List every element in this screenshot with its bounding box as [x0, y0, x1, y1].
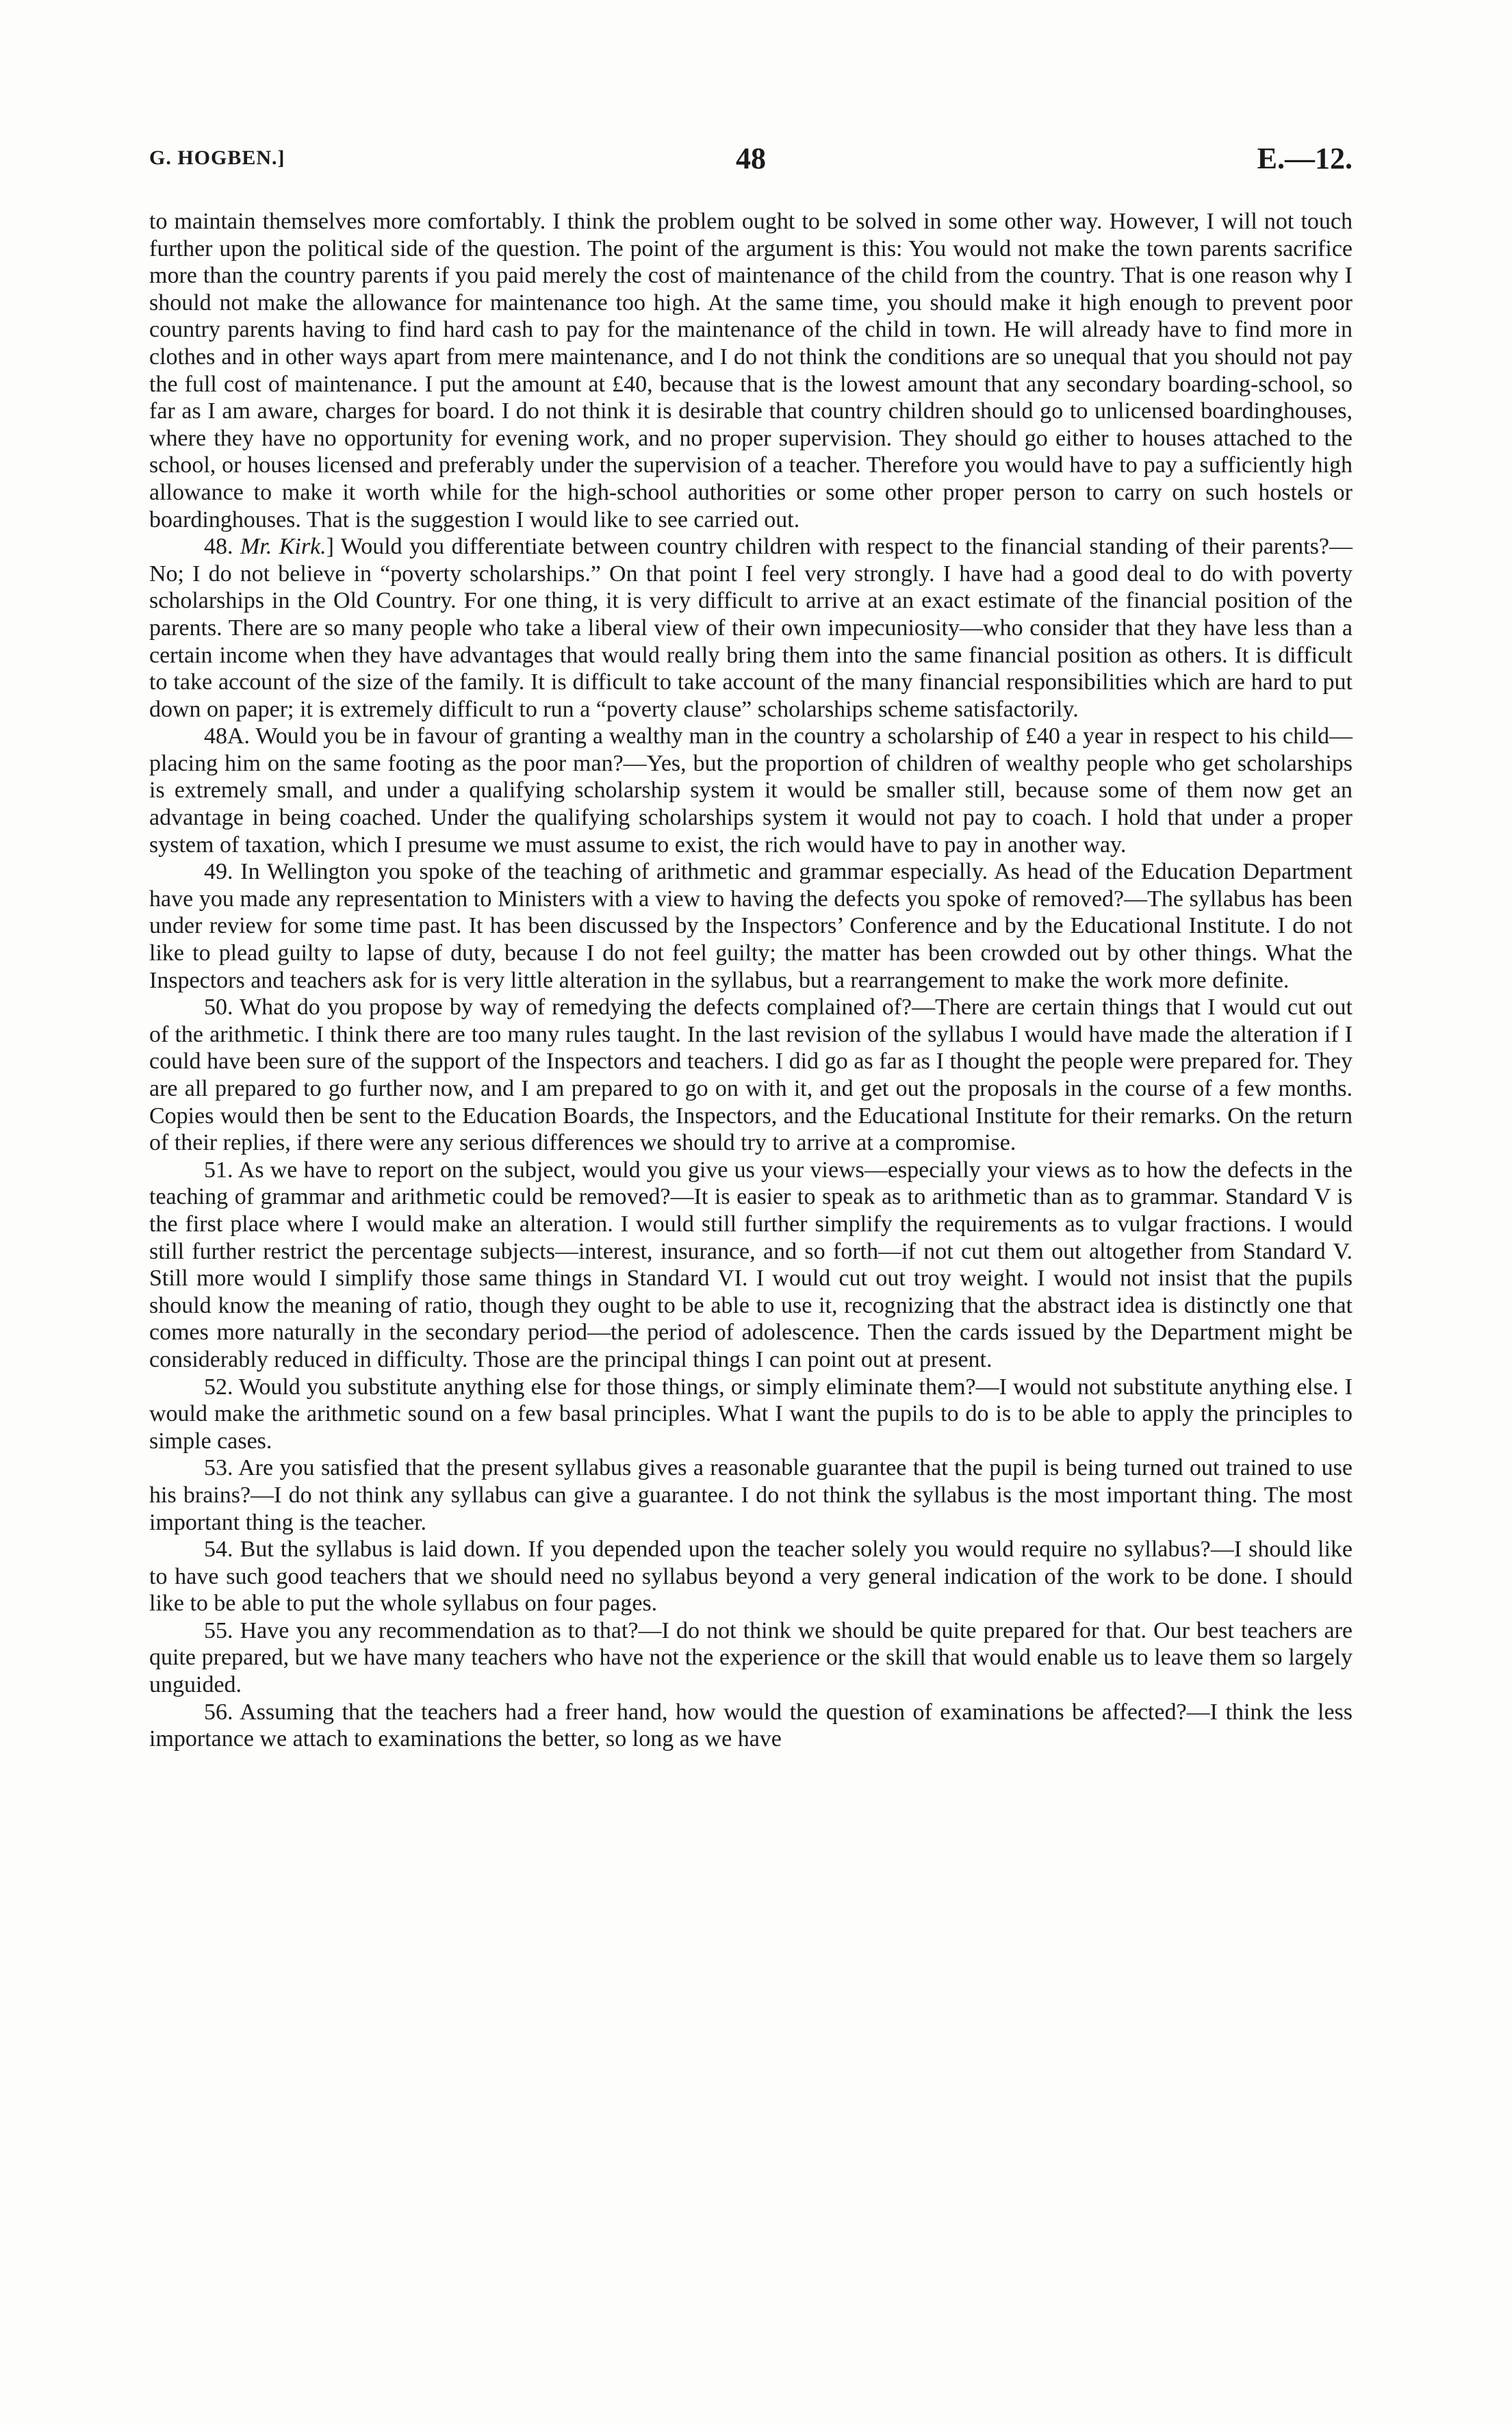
question-54: 54. But the syllabus is laid down. If you depended upon the teacher solely you would require no syllabus?—I should like to have such good teachers that we should need no syllabus beyond a very general indication of the work to be done. I should like to be able to put the whole syllabus on four pages.: [149, 1537, 1353, 1617]
question-51: 51. As we have to report on the subject, would you give us your views—especially your views as to how the defects in the teaching of grammar and arithmetic could be removed?—It is easier to speak as to arithmetic than as to grammar. Standard V is the first place where I would make an alteration. I would still further simplify the requirements as to vulgar fractions. I would still further restrict the percentage subjects—interest, insurance, and so forth—if not cut them out altogether from Standard V. Still more would I simplify those same things in Standard VI. I would cut out troy weight. I would not insist that the pupils should know the meaning of ratio, though they ought to be able to use it, recognizing that the abstract idea is distinctly one that comes more naturally in the secondary period—the period of adolescence. Then the cards issued by the Department might be considerably reduced in difficulty. Those are the principal things I can point out at present.: [149, 1157, 1353, 1372]
header-author: G. HOGBEN.]: [149, 146, 285, 169]
page-number: 48: [736, 142, 766, 175]
question-49: 49. In Wellington you spoke of the teaching of arithmetic and grammar especially. As head of the Education Department have you made any representation to Ministers with a view to having the defects you spoke of removed?—The syllabus has been under review for some time past. It has been discussed by the Inspectors’ Conference and by the Educational Institute. I do not like to plead guilty to lapse of duty, because I do not feel guilty; the matter has been crowded out by other things. What the Inspectors and teachers ask for is very little alteration in the syllabus, but a rearrangement to make the work more definite.: [149, 859, 1353, 993]
question-56: 56. Assuming that the teachers had a freer hand, how would the question of examinations be affected?—I think the less importance we attach to examinations the better, so long as we have: [149, 1699, 1353, 1752]
question-text: ] Would you differentiate between country children with respect to the financial standing of their parents?—No; I do not believe in “poverty scholarships.” On that point I feel very strongly. I have had a good deal to do with poverty scholarships in the Old Country. For one thing, it is very difficult to arrive at an exact estimate of the financial position of the parents. There are so many people who take a liberal view of their own impecuniosity—who consider that they have less than a certain income when they have advantages that would really bring them into the same financial position as others. It is difficult to take account of the size of the family. It is difficult to take account of the many financial responsibilities which are hard to put down on paper; it is extremely difficult to run a “poverty clause” scholarships scheme satisfactorily.: [149, 534, 1353, 722]
question-48: [149, 533, 1353, 723]
paragraph-continuation: to maintain themselves more comfortably. I think the problem ought to be solved in some other way. However, I will not touch further upon the political side of the question. The point of the argument is this: You would not make the town parents sacrifice more than the country parents if you paid merely the cost of maintenance of the child from the country. That is one reason why I should not make the allowance for maintenance too high. At the same time, you should make it high enough to prevent poor country parents having to find hard cash to pay for the maintenance of the child in town. He will already have to find more in clothes and in other ways apart from mere maintenance, and I do not think the conditions are so unequal that you should not pay the full cost of maintenance. I put the amount at £40, because that is the lowest amount that any secondary boarding-school, so far as I am aware, charges for board. I do not think it is desirable that country children should go to unlicensed boardinghouses, where they have no opportunity for evening work, and no proper supervision. They should go either to houses attached to the school, or houses licensed and preferably under the supervision of a teacher. Therefore you would have to pay a sufficiently high allowance to make it worth while for the high-school authorities or some other proper person to carry on such hostels or boardinghouses. That is the suggestion I would like to see carried out.: [149, 209, 1353, 533]
question-50: 50. What do you propose by way of remedying the defects complained of?—There are certain things that I would cut out of the arithmetic. I think there are too many rules taught. In the last revision of the syllabus I would have made the alteration if I could have been sure of the support of the Inspectors and teachers. I did go as far as I thought the people were prepared for. They are all prepared to go further now, and I am prepared to go on with it, and get out the proposals in the course of a few months. Copies would then be sent to the Education Boards, the Inspectors, and the Educational Institute for their remarks. On the return of their replies, if there were any serious differences we should try to arrive at a compromise.: [149, 995, 1353, 1156]
evidence-text: [149, 208, 1353, 1753]
question-48a: 48A. Would you be in favour of granting a wealthy man in the country a scholarship of £40 a year in respect to his child—placing him on the same footing as the poor man?—Yes, but the proportion of children of wealthy people who get scholarships is extremely small, and under a qualifying scholarship system it would be smaller still, because some of them now get an advantage in being coached. Under the qualifying scholarships system it would not pay to coach. I hold that under a proper system of taxation, which I presume we must assume to exist, the rich would have to pay in another way.: [149, 723, 1353, 858]
question-number: 48.: [204, 534, 240, 560]
document-reference: E.—12.: [1257, 142, 1353, 175]
question-55: 55. Have you any recommendation as to that?—I do not think we should be quite prepared for that. Our best teachers are quite prepared, but we have many teachers who have not the experience or the skill that would enable us to leave them so largely unguided.: [149, 1617, 1353, 1698]
speaker-name: Mr. Kirk.: [240, 534, 326, 560]
question-53: 53. Are you satisfied that the present syllabus gives a reasonable guarantee that the pupil is being turned out trained to use his brains?—I do not think any syllabus can give a guarantee. I do not think the syllabus is the most important thing. The most important thing is the teacher.: [149, 1455, 1353, 1535]
question-52: 52. Would you substitute anything else for those things, or simply eliminate them?—I would not substitute anything else. I would make the arithmetic sound on a few basal principles. What I want the pupils to do is to be able to apply the principles to simple cases.: [149, 1374, 1353, 1454]
running-header: [149, 141, 1353, 182]
